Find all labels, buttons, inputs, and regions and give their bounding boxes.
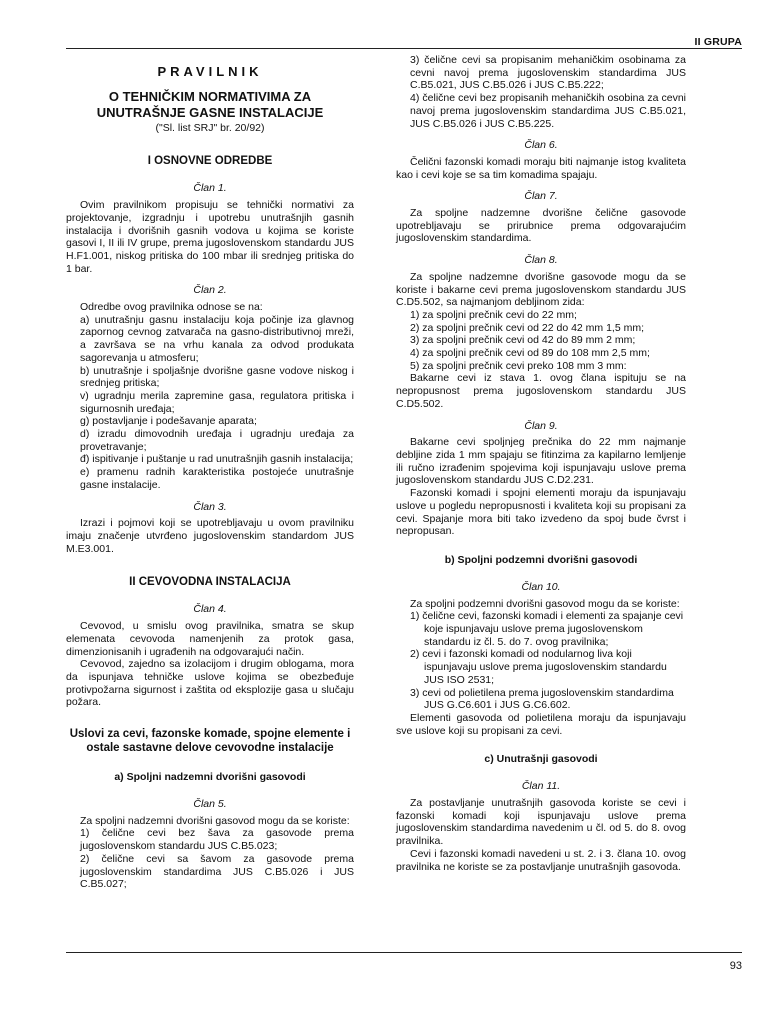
article-1-text: Ovim pravilnikom propisuju se tehnički normativi za projektovanje, izgradnju i upotrebu unutrašnjih gasnih instalacija i dvorišnih gasnih vodova u kojima se koriste gasovi I, II ili IV grupe, prema jugoslovenskom standardu JUS H.F1.001, niskog pritiska do 100 mbar ili srednjeg pritiska do 1 bar.	[66, 199, 354, 275]
article-8-item: 2) za spoljni prečnik cevi od 22 do 42 mm 1,5 mm;	[410, 321, 645, 334]
article-2-item: d) izradu dimovodnih uređaja i ugradnju uređaja za provetravanje;	[80, 428, 354, 453]
article-3-text: Izrazi i pojmovi koji se upotrebljavaju u ovom pravilniku imaju značenje utvrđeno jugoslovenskim standardom JUS M.E3.001.	[66, 517, 354, 555]
article-10-paragraph: Elementi gasovoda od polietilena moraju da ispunjavaju sve uslove koji su propisani za cevi.	[396, 711, 686, 737]
article-10-intro: Za spoljni podzemni dvorišni gasovod mogu da se koriste:	[410, 597, 680, 610]
article-2-item: e) pramenu radnih karakteristika postojeće unutrašnje gasne instalacije.	[80, 466, 354, 491]
article-8-item: 4) za spoljni prečnik cevi od 89 do 108 mm 2,5 mm;	[410, 347, 650, 360]
article-2-item: a) unutrašnju gasnu instalaciju koja počinje iza glavnog zapornog cevnog zatvarača na gasno-distributivnoj mreži, a završava se na vrhu kanala za odvod produkata sagorevanja u atmosferu;	[80, 313, 354, 364]
article-heading-7: Član 7.	[524, 190, 558, 203]
section-heading-1: I OSNOVNE ODREDBE	[147, 155, 273, 168]
article-heading-8: Član 8.	[524, 254, 558, 267]
document-reference: ("Sl. list SRJ" br. 20/92)	[155, 121, 265, 134]
article-9-paragraph: Bakarne cevi spoljnjeg prečnika do 22 mm najmanje debljine zida 1 mm spajaju se fitinzima za kapilarno lemljenje ili ručno izrađenim spojevima koji ispunjavaju uslove prema jugoslovenskom standardu JUS C.D2.231.	[396, 436, 686, 487]
article-heading-3: Član 3.	[193, 500, 227, 513]
document-title: PRAVILNIK	[157, 64, 263, 79]
article-2-item: g) postavljanje i podešavanje aparata;	[80, 415, 257, 428]
subsection-heading-c: c) Unutrašnji gasovodi	[484, 753, 598, 766]
article-5-intro: Za spoljni nadzemni dvorišni gasovod mogu da se koriste:	[80, 814, 350, 827]
subsection-heading-conditions: Uslovi za cevi, fazonske komade, spojne elemente i ostale sastavne delove cevovodne instalacije	[69, 728, 351, 755]
article-11-paragraph: Za postavljanje unutrašnjih gasovoda koriste se cevi i fazonski komadi koji ispunjavaju uslove prema jugoslovenskim standardima navedenim u čl. od 5. do 8. ovog pravilnika.	[396, 797, 686, 848]
article-7-text: Za spoljne nadzemne dvorišne čelične gasovode upotrebljavaju se prirubnice prema odgovarajućim jugoslovenskim standardima.	[396, 207, 686, 245]
header-rule	[66, 48, 742, 49]
article-heading-10: Član 10.	[521, 580, 561, 593]
article-8-item: 1) za spoljni prečnik cevi do 22 mm;	[410, 308, 577, 321]
right-column	[396, 54, 686, 873]
article-5-item: 1) čelične cevi bez šava za gasovode prema jugoslovenskom standardu JUS C.B5.023;	[80, 827, 354, 853]
article-8-item: 5) za spoljni prečnik cevi preko 108 mm 3 mm:	[410, 359, 627, 372]
left-column	[66, 54, 354, 891]
article-9-paragraph: Fazonski komadi i spojni elementi moraju da ispunjavaju uslove u pogledu nepropusnosti i kvaliteta koji su propisani za cevi. Spajanje mora biti tako izvedeno da spoj bude čvrst i nepropusan.	[396, 487, 686, 538]
article-2-item: v) ugradnju merila zapremine gasa, regulatora pritiska i sigurnosnih uređaja;	[80, 389, 354, 415]
article-6-text: Čelični fazonski komadi moraju biti najmanje istog kvaliteta kao i cevi koje se sa tim komadima spajaju.	[396, 155, 686, 181]
article-8-item: 3) za spoljni prečnik cevi od 42 do 89 mm 2 mm;	[410, 334, 636, 347]
subsection-heading-b: b) Spoljni podzemni dvorišni gasovodi	[444, 553, 638, 566]
article-heading-4: Član 4.	[193, 603, 227, 616]
article-8-intro: Za spoljne nadzemne dvorišne gasovode mogu da se koriste i bakarne cevi prema jugoslovenskom standardu JUS C.D5.502, sa najmanjom debljinom zida:	[396, 270, 686, 309]
article-4-paragraph: Cevovod, u smislu ovog pravilnika, smatra se skup elemenata cevovoda namenjenih za protok gasa, dimenzionisanih i ugrađenih na odgovarajući način.	[66, 620, 354, 658]
article-heading-2: Član 2.	[193, 284, 227, 297]
article-2-item: b) unutrašnje i spoljašnje dvorišne gasne vodove niskog i srednjeg pritiska;	[80, 364, 354, 390]
article-2-item: đ) ispitivanje i puštanje u rad unutrašnjih gasnih instalacija;	[80, 453, 354, 466]
article-11-paragraph: Cevi i fazonski komadi navedeni u st. 2. i 3. člana 10. ovog pravilnika ne koriste se za postavljanje unutrašnjih gasovoda.	[396, 847, 686, 873]
article-2-intro: Odredbe ovog pravilnika odnose se na:	[80, 301, 263, 314]
document-subtitle: O TEHNIČKIM NORMATIVIMA ZA UNUTRAŠNJE GASNE INSTALACIJE	[96, 88, 324, 120]
article-heading-5: Član 5.	[193, 798, 227, 811]
article-5-item: 2) čelične cevi sa šavom za gasovode prema jugoslovenskim standardima JUS C.B5.026 i JUS C.B5.027;	[80, 852, 354, 891]
article-heading-11: Član 11.	[521, 780, 561, 793]
article-8-paragraph: Bakarne cevi iz stava 1. ovog člana ispituju se na nepropusnost prema jugoslovenskom standardu JUS C.D5.502.	[396, 372, 686, 410]
section-heading-2: II CEVOVODNA INSTALACIJA	[129, 576, 291, 589]
footer-rule	[66, 952, 742, 953]
article-5-item: 3) čelične cevi sa propisanim mehaničkim osobinama za cevni navoj prema jugoslovenskim standardima JUS C.B5.021, JUS C.B5.026 i JUS C.B5.222;	[410, 54, 686, 92]
group-label: II GRUPA	[694, 36, 742, 48]
article-10-item: 1) čelične cevi, fazonski komadi i elementi za spajanje cevi koje ispunjavaju uslove prema jugoslovenskom standardu iz čl. 5. do 7. ovog pravilnika;	[410, 610, 684, 648]
subsection-heading-a: a) Spoljni nadzemni dvorišni gasovodi	[114, 771, 306, 784]
article-5-item: 4) čelične cevi bez propisanih mehaničkih osobina za cevni navoj prema jugoslovenskim standardima JUS C.B5.021, JUS C.B5.026 i JUS C.B5.225.	[410, 92, 686, 130]
article-10-item: 2) cevi i fazonski komadi od nodularnog liva koji ispunjavaju uslove prema jugoslovenskim standardu JUS ISO 2531;	[410, 648, 667, 686]
article-heading-9: Član 9.	[524, 419, 558, 432]
article-heading-6: Član 6.	[524, 139, 558, 152]
article-4-paragraph: Cevovod, zajedno sa izolacijom i drugim oblogama, mora da ispunjava tehničke uslove kojima se obezbeđuje protivpožarna sigurnost i zaštita od eksplozije gasa u slučaju požara.	[66, 658, 354, 709]
article-heading-1: Član 1.	[193, 182, 227, 195]
article-10-item: 3) cevi od polietilena prema jugoslovenskim standardima JUS G.C6.601 i JUS G.C6.602.	[410, 686, 674, 712]
page-number: 93	[729, 960, 742, 972]
